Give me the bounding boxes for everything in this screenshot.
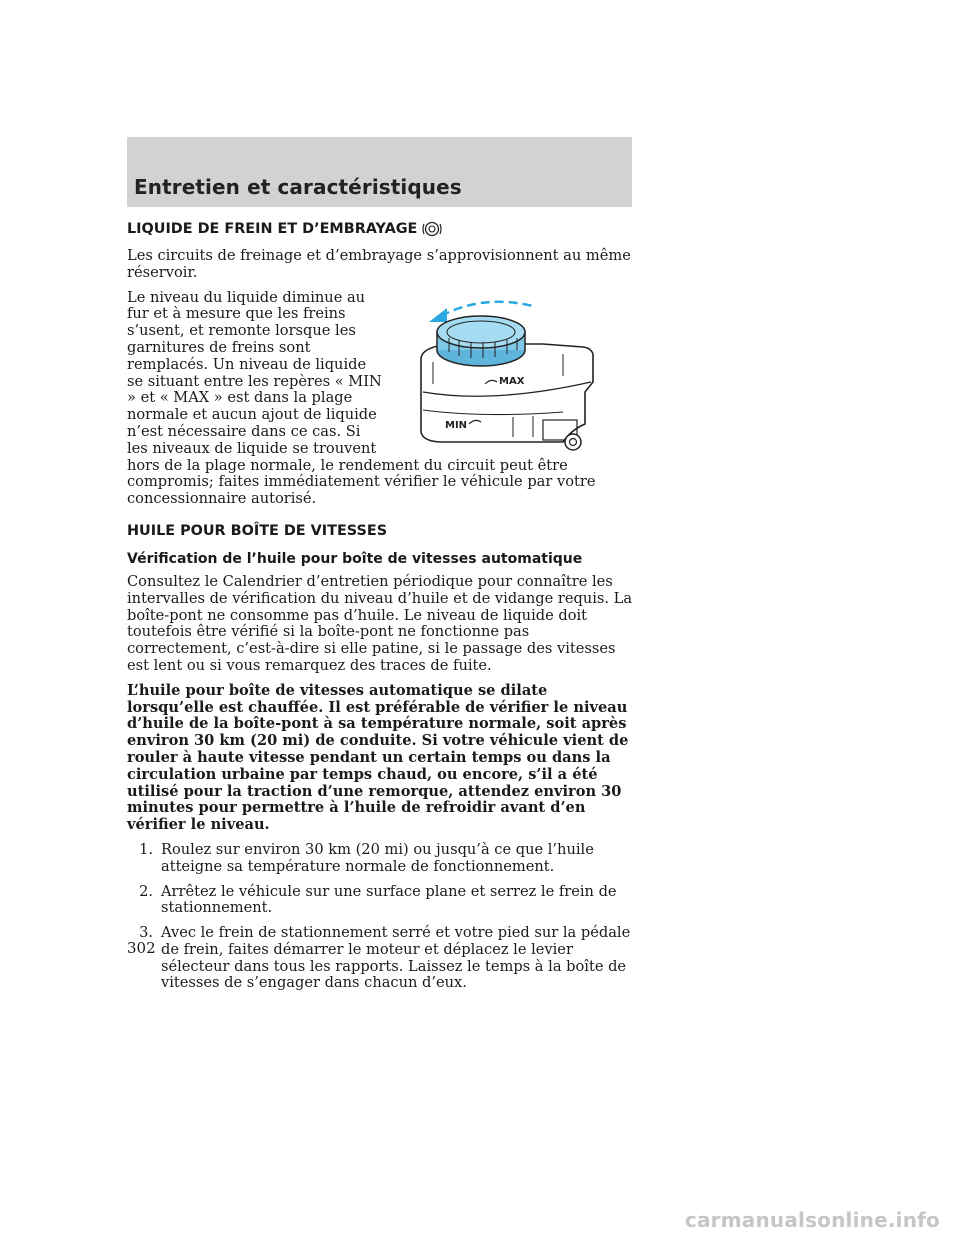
- brake-fluid-reservoir-illustration: [393, 292, 643, 452]
- page-content: [127, 220, 637, 1000]
- section-title-brake-fluid: [127, 220, 637, 238]
- step-text: Arrêtez le véhicule sur une surface plane et serrez le frein de stationnement.: [161, 882, 617, 917]
- section-header-band: [127, 137, 632, 207]
- transmission-warning-paragraph: L’huile pour boîte de vitesses automatique se dilate lorsqu’elle est chauffée. Il est préférable de vérifier le niveau d’huile de la boîte-pont à sa température normale, soit après environ 30 km (20 mi) de conduite. Si votre véhicule vient de rouler à haute vitesse pendant un certain temps ou dans la circulation urbaine par temps chaud, ou encore, s’il a été utilisé pour la traction d’une remorque, attendez environ 30 minutes pour permettre à l’huile de refroidir avant d’en vérifier le niveau.: [127, 681, 629, 834]
- step-number: 2.: [139, 882, 153, 900]
- list-item: [127, 884, 637, 918]
- reservoir-drawing: [393, 292, 643, 452]
- subsection-title-automatic-check: Vérification de l’huile pour boîte de vitesses automatique: [127, 550, 583, 567]
- section-title-text: LIQUIDE DE FREIN ET D’EMBRAYAGE: [127, 221, 418, 237]
- rotation-arrow-line: [441, 301, 533, 315]
- brake-fluid-level-paragraph: Le niveau du liquide diminue au fur et à mesure que les freins s’usent, et remonte lorsque les garnitures de freins sont remplacés. Un niveau de liquide se situant entre les repères « MIN » et « MAX » est dans la plage normale et aucun ajout de liquide n’est nécessaire dans ce cas. Si les niveaux de liquide se trouvent hors de la plage normale, le rendement du circuit peut être compromis; faites immédiatement vérifier le véhicule par votre concessionnaire autorisé.: [127, 288, 596, 508]
- page-number: 302: [127, 939, 156, 957]
- chapter-title: Entretien et caractéristiques: [134, 175, 462, 199]
- step-text: Avec le frein de stationnement serré et votre pied sur la pédale de frein, faites démarrer le moteur et déplacez le levier sélecteur dans tous les rapports. Laissez le temps à la boîte de vitesses de s’engager dans chacun d’eux.: [161, 924, 631, 992]
- transmission-intro-paragraph: Consultez le Calendrier d’entretien périodique pour connaître les intervalles de vérification du niveau d’huile et de vidange requis. La boîte-pont ne consomme pas d’huile. Le niveau de liquide doit toutefois être vérifié si la boîte-pont ne fonctionne pas correctement, c’est-à-dire si elle patine, si le passage des vitesses est lent ou si vous remarquez des traces de fuite.: [127, 572, 633, 674]
- min-mark-label: MIN: [445, 419, 468, 431]
- list-item: [127, 925, 637, 992]
- brake-fluid-intro: Les circuits de freinage et d’embrayage s’approvisionnent au même réservoir.: [127, 247, 631, 281]
- brake-fluid-icon: [421, 220, 443, 238]
- watermark-link[interactable]: carmanualsonline.info: [684, 1208, 940, 1232]
- rotation-arrow-head: [429, 308, 447, 322]
- max-mark-label: MAX: [499, 375, 525, 387]
- step-number: 3.: [139, 924, 153, 942]
- step-number: 1.: [139, 840, 153, 858]
- list-item: [127, 842, 637, 876]
- procedure-steps: [127, 842, 637, 992]
- step-text: Roulez sur environ 30 km (20 mi) ou jusqu’à ce que l’huile atteigne sa température normale de fonctionnement.: [161, 840, 594, 875]
- section-title-transmission-oil: HUILE POUR BOÎTE DE VITESSES: [127, 522, 388, 539]
